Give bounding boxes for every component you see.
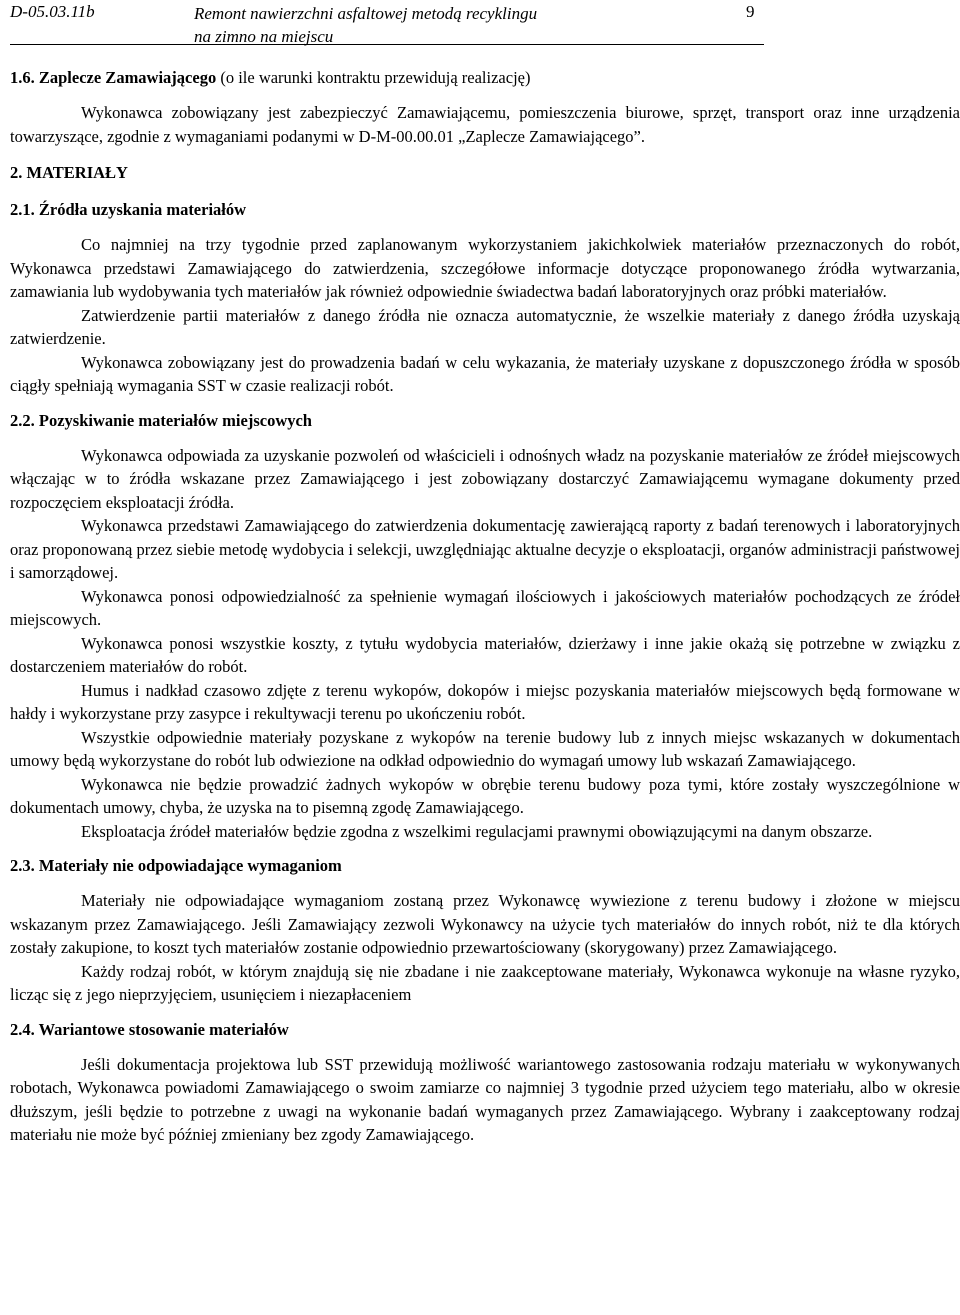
section-heading-2: 2. MATERIAŁY — [10, 163, 128, 182]
section-heading-2-4: 2.4. Wariantowe stosowanie materiałów — [10, 1019, 289, 1039]
page-number: 9 — [746, 2, 755, 21]
paragraph-2-2-2: Wykonawca przedstawi Zamawiającego do zatwierdzenia dokumentację zawierającą raporty z badań terenowych i laboratoryjnych oraz proponowaną przez siebie metodę wydobycia i selekcji, uwzględniając aktualne decyzje o eksploatacji, organów administracji państwowej i samorządowej. — [10, 516, 960, 582]
paragraph-2-2-6: Wszystkie odpowiednie materiały pozyskane z wykopów na terenie budowy lub z innych miejsc wskazanych w dokumentach umowy będą wykorzystane do robót lub odwiezione na odkład odpowiednio do wymagań umowy lub wskazań Zamawiającego. — [10, 727, 960, 770]
paragraph-2-2-8: Eksploatacja źródeł materiałów będzie zgodna z wszelkimi regulacjami prawnymi obowiązującymi na danym obszarze. — [81, 821, 873, 841]
paragraph-2-1-3: Wykonawca zobowiązany jest do prowadzenia badań w celu wykazania, że materiały uzyskane z dopuszczonego źródła w sposób ciągły spełniają wymagania SST w czasie realizacji robót. — [10, 352, 960, 395]
page-header — [10, 0, 764, 45]
paragraph-2-3-1: Materiały nie odpowiadające wymaganiom zostaną przez Wykonawcę wywiezione z terenu budowy i złożone w miejscu wskazanym przez Zamawiającego. Jeśli Zamawiający zezwoli Wykonawcy na użycie tych materiałów do innych robót, niż te dla których zostały zakupione, to koszt tych materiałów zostanie odpowiednio przewartościowany (skorygowany) przez Zamawiającego. — [10, 891, 960, 957]
paragraph-2-1-2: Zatwierdzenie partii materiałów z danego źródła nie oznacza automatycznie, że wszelkie materiały z danego źródła uzyskają zatwierdzenie. — [10, 305, 960, 348]
paragraph-1-6-1: Wykonawca zobowiązany jest zabezpieczyć Zamawiającemu, pomieszczenia biurowe, sprzęt, transport oraz inne urządzenia towarzyszące, zgodnie z wymaganiami podanymi w D-M-00.00.01 „Zaplecze Zamawiającego”. — [10, 103, 960, 146]
document-title-line1: Remont nawierzchni asfaltowej metodą recyklingu — [194, 4, 538, 23]
section-heading-1-6-note: (o ile warunki kontraktu przewidują realizację) — [216, 68, 531, 87]
section-heading-1-6-title: 1.6. Zaplecze Zamawiającego — [10, 68, 217, 87]
document-code: D-05.03.11b — [10, 2, 95, 21]
paragraph-2-2-7: Wykonawca nie będzie prowadzić żadnych wykopów w obrębie terenu budowy poza tymi, które zostały wyszczególnione w dokumentach umowy, chyba, że uzyska na to pisemną zgodę Zamawiającego. — [10, 774, 960, 817]
document-title-line2: na zimno na miejscu — [194, 27, 334, 46]
paragraph-2-1-1: Co najmniej na trzy tygodnie przed zaplanowanym wykorzystaniem jakichkolwiek materiałów przeznaczonych do robót, Wykonawca przedstawi Zamawiającego do zatwierdzenia, szczegółowe informacje dotyczące proponowanego źródła wytwarzania, zamawiania lub wydobywania tych materiałów jak również odpowiednie świadectwa badań laboratoryjnych oraz próbki materiałów. — [10, 235, 960, 301]
document-body — [10, 66, 960, 1147]
section-heading-2-2: 2.2. Pozyskiwanie materiałów miejscowych — [10, 410, 312, 430]
section-heading-2-1: 2.1. Źródła uzyskania materiałów — [10, 200, 247, 219]
paragraph-2-3-2: Każdy rodzaj robót, w którym znajdują się nie zbadane i nie zaakceptowane materiały, Wykonawca wykonuje na własne ryzyko, licząc się z jego nieprzyjęciem, usunięciem i niezapłaceniem — [10, 961, 960, 1004]
document-title — [194, 2, 537, 48]
paragraph-2-2-4: Wykonawca ponosi wszystkie koszty, z tytułu wydobycia materiałów, dzierżawy i inne jakie okażą się potrzebne w związku z dostarczeniem materiałów do robót. — [10, 633, 960, 676]
paragraph-2-4-1: Jeśli dokumentacja projektowa lub SST przewidują możliwość wariantowego zastosowania rodzaju materiału w wykonywanych robotach, Wykonawca powiadomi Zamawiającego o swoim zamiarze co najmniej 3 tygodnie przed użyciem tego materiału, albo w okresie dłuższym, jeśli będzie to potrzebne z uwagi na wykonanie badań wymaganych przez Zamawiającego. Wybrany i zaakceptowany rodzaj materiału nie może być później zmieniany bez zgody Zamawiającego. — [10, 1054, 960, 1144]
section-heading-1-6 — [10, 66, 960, 90]
paragraph-2-2-1: Wykonawca odpowiada za uzyskanie pozwoleń od właścicieli i odnośnych władz na pozyskanie materiałów ze źródeł miejscowych włączając w to źródła wskazane przez Zamawiającego i jest zobowiązany dostarczyć Zamawiającemu wymagane dokumenty przed rozpoczęciem eksploatacji źródła. — [10, 445, 960, 512]
paragraph-2-2-3: Wykonawca ponosi odpowiedzialność za spełnienie wymagań ilościowych i jakościowych materiałów pochodzących ze źródeł miejscowych. — [10, 586, 960, 629]
section-heading-2-3: 2.3. Materiały nie odpowiadające wymaganiom — [10, 856, 342, 875]
paragraph-2-2-5: Humus i nadkład czasowo zdjęte z terenu wykopów, dokopów i miejsc pozyskania materiałów miejscowych będą formowane w hałdy i wykorzystane przy zasypce i rekultywacji terenu po ukończeniu robót. — [10, 680, 960, 723]
